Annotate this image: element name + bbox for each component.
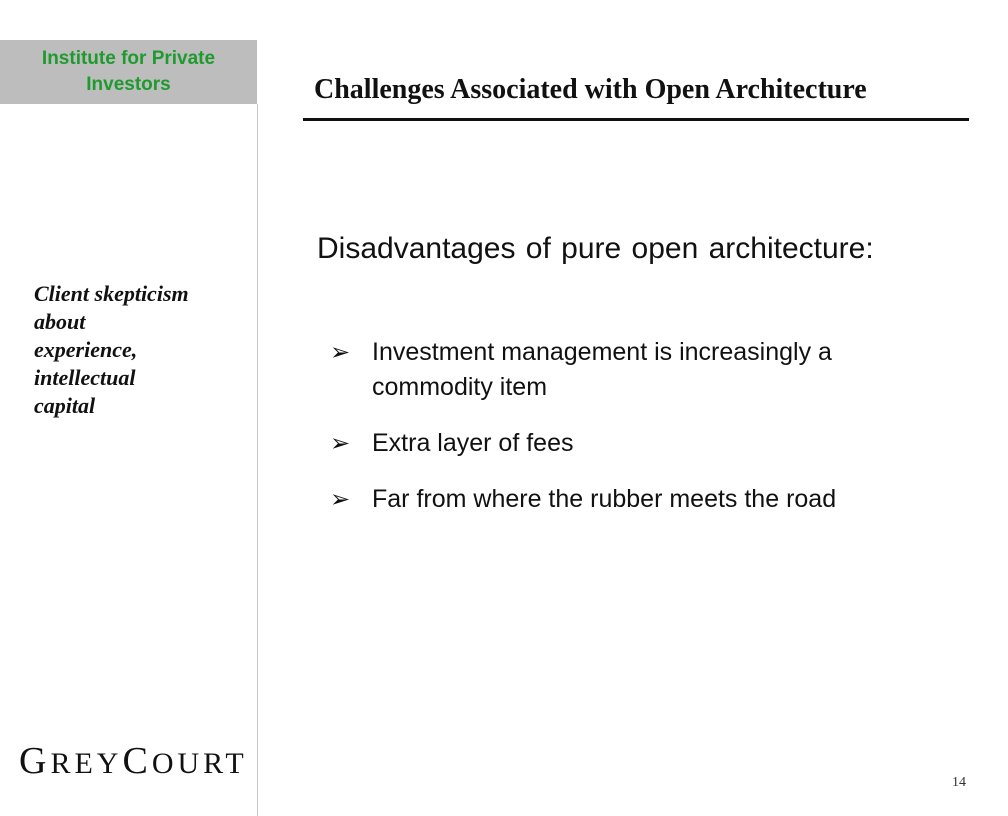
list-item-text: Investment management is increasingly a commodity item <box>372 338 832 401</box>
content-heading: Disadvantages of pure open architecture: <box>317 232 874 265</box>
arrowhead-bullet-icon: ➢ <box>330 486 351 513</box>
logo-letter: T <box>225 747 248 780</box>
sidebar-note-line: capital <box>34 393 96 418</box>
logo-letter: C <box>122 740 152 782</box>
page-number: 14 <box>952 775 966 790</box>
institute-badge <box>0 40 257 104</box>
logo-letter: R <box>203 747 226 780</box>
title-rule <box>303 118 969 121</box>
logo-letter: G <box>19 740 51 782</box>
list-item <box>330 335 950 405</box>
sidebar-note-line: experience, <box>34 337 138 362</box>
sidebar-divider <box>257 104 258 816</box>
slide-title: Challenges Associated with Open Architecture <box>314 74 867 105</box>
institute-badge-line1: Institute for Private <box>41 48 216 69</box>
logo-letter: Y <box>96 747 123 780</box>
sidebar-note-line: about <box>34 309 86 334</box>
sidebar-note-line: Client skepticism <box>34 281 189 306</box>
logo-letter: E <box>74 747 97 780</box>
logo-letter: O <box>151 747 178 780</box>
sidebar-note <box>34 280 256 420</box>
list-item <box>330 482 950 517</box>
logo-letter: U <box>177 747 204 780</box>
list-item-text: Extra layer of fees <box>372 429 574 457</box>
institute-badge-line2: Investors <box>86 74 171 95</box>
bullet-list <box>330 335 950 538</box>
greycourt-logo <box>19 739 249 782</box>
list-item <box>330 426 950 461</box>
sidebar-note-line: intellectual <box>34 365 136 390</box>
arrowhead-bullet-icon: ➢ <box>330 339 351 366</box>
list-item-text: Far from where the rubber meets the road <box>372 485 837 513</box>
logo-letter: R <box>50 747 75 780</box>
arrowhead-bullet-icon: ➢ <box>330 430 351 457</box>
